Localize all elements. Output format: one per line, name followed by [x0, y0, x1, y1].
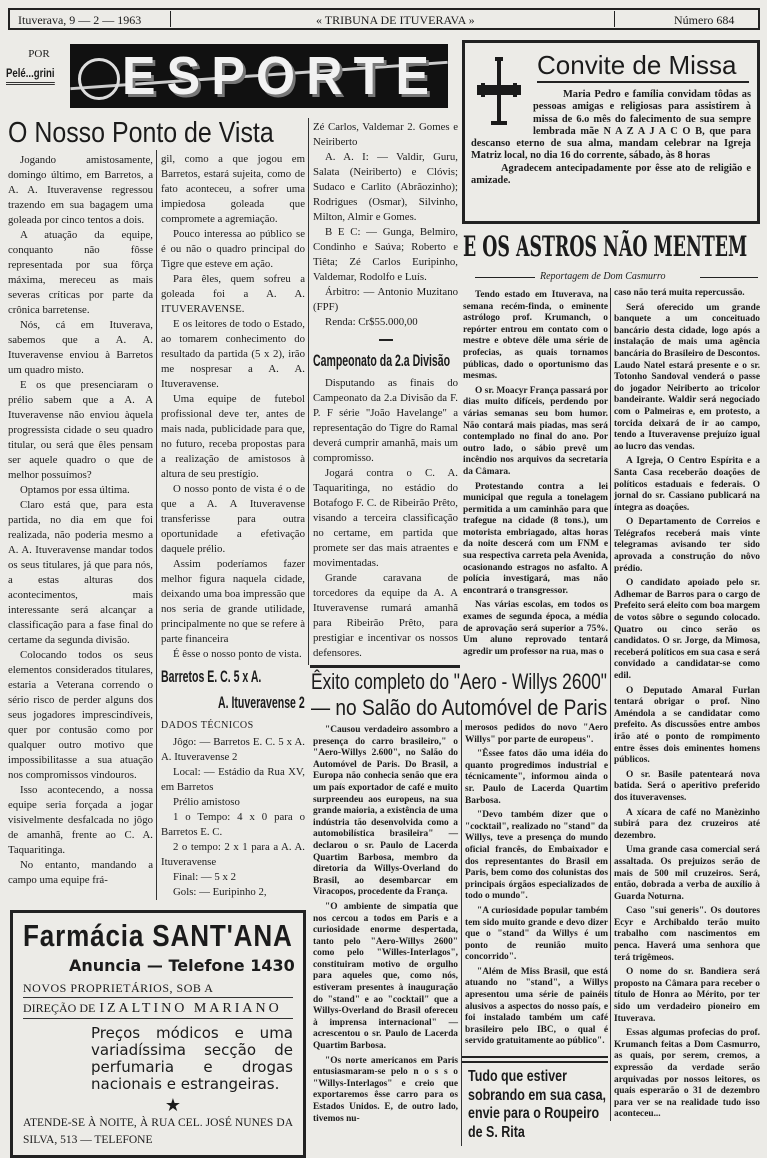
paragraph: "Êssee fatos dão uma idéia do quanto progredimos industrial e técnicamente", informou ainda o sr. Paulo de Lacerda Quartim Barbosa. — [465, 749, 608, 806]
paragraph: E os leitores de todo o Estado, ao tomarem conhecimento do resultado da partida (5 x 2), irão me nospresar a A. A. Ituveravense. — [161, 318, 305, 390]
subheading: A. Ituveravense 2 — [218, 693, 305, 712]
paragraph: Renda: Cr$55.000,00 — [325, 316, 418, 328]
paragraph: A xícara de café no Manèzinho subirá para dez cruzeiros até dezembro. — [614, 807, 760, 841]
paragraph: "A curiosidade popular também tem sido muito grande e devo dizer que o "stand" da Willys é um ponto de reunião muito concorrido". — [465, 905, 608, 963]
column-rule — [461, 720, 462, 1146]
newspaper-title: « TRIBUNA DE ITUVERAVA » — [316, 13, 475, 27]
paragraph: Assim poderíamos fazer melhor figura naquela cidade, deixando uma boa impressão que nos seria de grande utilidade, principalmente no que se refere à parte financeira — [161, 558, 305, 645]
column-rule — [308, 118, 309, 665]
paragraph: gil, como a que jogou em Barretos, estará sujeita, como de fato aconteceu, a sofrer uma impiedosa goleada que compromete a agremiação. — [161, 153, 305, 225]
byline-rule — [475, 277, 535, 278]
byline-rule — [700, 277, 758, 278]
pharmacy-ad — [10, 910, 306, 1158]
paragraph: Nas várias escolas, em todos os exames de segunda época, a média de aprovação será superior a 75%. Um aluno reprovado tentará agredir um professor na rua, mas o — [463, 600, 608, 657]
paragraph: Árbitro: — Antonio Muzitano (FPF) — [313, 286, 458, 313]
paragraph: Isso acontecendo, a nossa equipe seria forçada a jogar visivelmente desfalcada no jôgo de amanhã, frente ao C. A. Taquaritinga. — [8, 784, 153, 856]
owners-prefix: DIREÇÃO DE — [23, 1001, 96, 1015]
star-icon: ★ — [164, 1095, 182, 1115]
subheading: Barretos E. C. 5 x A. — [161, 667, 262, 686]
issue-number: Número 684 — [674, 13, 735, 27]
paragraph: O sr. Moacyr França passará por dias muito difíceis, perdendo por várias semanas seu bom humor. Não contará mais piadas, mas será contemplado no final do ano. Por outro lado, o sábio prevê um incêndio nos arquivos da secretaria da Câmara. — [463, 385, 608, 477]
paragraph: "Além de Miss Brasil, que está atuando no "stand", a Willys apresentou uma série de painéis alusivos a aspectos do nosso país, e foi instalado também um café brasileiro pelo IBC, o qual é servido gratuitamente ao público". — [465, 966, 608, 1047]
pharmacy-name-wrap — [23, 918, 293, 954]
paragraph: A Igreja, O Centro Espírita e a Santa Casa receberão doações de políticos estaduais e federais. O jornal do sr. Cassiano publicará na íntegra as doações. — [614, 456, 760, 513]
subheading: Campeonato da 2.a Divisão — [313, 351, 451, 370]
willys-column-1 — [313, 725, 458, 1125]
paragraph: Será oferecido um grande banquete a um conceituado bancário desta cidade, logo após a instalação de mais uma agência bancária do Brasileiro de Descontos. Laudo Natel estará presente e o sr. Totonho Sandoval venderá o passe do jogador Neiriberto ao tricolor bandeirante. Waldir será negociado com o Palmeiras e, em protesto, a torcida deixará de ir ao campo, tendo a Ituveravense prejuízo igual ao lucro das vendas. — [614, 302, 760, 452]
column-rule — [156, 150, 157, 900]
paragraph: E os que presenciaram o prélio sabem que a A. A Ituveravense não enviou àquela progressista cidade o seu quadro titular, ou será que êles pensam ser aquele quadro o que de melhor possuímos? — [8, 379, 153, 481]
pharmacy-phone: Anuncia — Telefone 1430 — [69, 956, 295, 975]
mass-title: Convite de Missa — [537, 50, 737, 80]
paragraph: Uma equipe de futebol profissional deve ter, antes de mais nada, publicidade para que, no futuro, receba propostas para a realização de amistosos à altura de seu prestígio. — [161, 393, 305, 480]
sports-banner — [70, 44, 448, 108]
pharmacy-owners-line-2 — [23, 998, 293, 1019]
paragraph: No entanto, mandando a campo uma equipe frá- — [8, 859, 153, 886]
roupeiro-ad: Tudo que estiver sobrando em sua casa, envie para o Roupeiro de S. Rita — [468, 1068, 607, 1141]
paragraph: "Causou verdadeiro assombro a presença do carro brasileiro," o "Aero-Willys 2.600", no Salão do Automóvel de Paris. Do Brasil, a Europa não conhecia senão que era um país exportador de café e muito surpreendeu aos europeus, na sua grande maioria, a existência de uma indústria tão desenvolvida como a automobilística brasileira" — declarou o sr. Paulo de Lacerda Quartim Barbosa, membro da diretoria da Willys-Overland do Brasil, ao desembarcar em Viracopos, procedente da França. — [313, 725, 458, 898]
paragraph: Jôgo: — Barretos E. C. 5 x A. A. Ituveravense 2 — [161, 736, 305, 763]
paragraph: Caso "sui generis". Os doutores Ecyr e Archibaldo terão muito trabalho com nascimentos em penca. Haverá uma senhora que terá trigêmeos. — [614, 906, 760, 963]
pharmacy-description: Preços módicos e uma variadíssima secção de perfumaria e drogas nacionais e estrangeiras. — [91, 1024, 293, 1093]
paragraph: Jogando amistosamente, domingo último, em Barretos, a A. A. Ituveravense regressou trazendo em sua bagagem uma goleada por cinco tentos a dois. — [8, 154, 153, 226]
paragraph: Tendo estado em Ituverava, na semana recém-finda, o eminente astrólogo prof. Krumanch, o repórter entrou em contato com o mestre e obteve dêle uma série de profecias, as quais tornamos públicas, dado o oportunismo das mesmas. — [463, 290, 608, 382]
paragraph: Disputando as finais do Campeonato da 2.a Divisão da F. P. F série "João Havelange" a representação do Tigre do Ramal deverá cumprir amanhã, mais um compromisso. — [313, 377, 458, 464]
section-label: DADOS TÉCNICOS — [161, 720, 254, 731]
issue-date: Ituverava, 9 — 2 — 1963 — [18, 13, 142, 27]
paragraph: Zé Carlos, Valdemar 2. Gomes e Neiriberto — [313, 121, 458, 148]
paragraph: Pouco interessa ao público se é ou não o quadro principal do Tigre que esteve em ação. — [161, 228, 305, 270]
paragraph: 1 o Tempo: 4 x 0 para o Barretos E. C. — [161, 811, 305, 838]
pharmacy-name: Farmácia SANT'ANA — [23, 918, 293, 953]
pharmacy-owners-line-1: NOVOS PROPRIETÁRIOS, SOB A — [23, 980, 293, 998]
paragraph: caso não terá muita repercussão. — [614, 288, 745, 298]
paragraph: O nome do sr. Bandiera será proposto na Câmara para receber o título de Honra ao Mérito, por ter sido um verdadeiro pioneiro em Ituverava. — [614, 967, 760, 1024]
paragraph: Gols: — Euripinho 2, — [173, 886, 267, 898]
paragraph: Prélio amistoso — [173, 796, 240, 808]
divider — [170, 11, 171, 27]
column-rule — [610, 288, 611, 1121]
banner-title: ESPORTE — [122, 46, 441, 106]
ad-rule — [462, 1056, 608, 1058]
paragraph: Grande caravana de torcedores da equipe da A. A Ituveravense rumará amanhã para Ribeirão Prêto, para prestigiar e incentivar os nossos defensores. — [313, 572, 458, 659]
column-author: Pelé...grini — [6, 66, 55, 85]
mass-body: Maria Pedro e família convidam tôdas as pessoas amigas e religiosas para assistirem à missa de 6.o mês do falecimento de sua sempre lembrada mãe N A Z A J A C O B, que para descanso eterno de sua alma, mandam celebrar na Igreja Matriz local, no dia 16 do corrente, sábado, às 8 horas — [471, 89, 751, 162]
paragraph: "O ambiente de simpatia que nos cercou a todos em Paris e a curiosidade enorme despertada, tanto pelo "Aero-Willys 2600" como pelo "Willes-Interlagos", constituiram motivo de orgulho para aqueles que, como nós, estiveram presentes à inauguração do "stand" e ao "cocktail" que a Willys-Overland do Brasil ofereceu à imprensa internacional" — acrescentou o sr. Paulo de Lacerda Quartim Barbosa. — [313, 901, 458, 1052]
separator-dash — [379, 339, 393, 341]
paragraph: A atuação da equipe, conquanto não fôsse representada por sua fôrça máxima, mereceu as mais severas críticas por parte da crônica barretense. — [8, 229, 153, 316]
paragraph: "Os norte americanos em Paris entusiasmaram-se pelo n o s s o "Willys-Interlagos" e creio que exportaremos êsse carro para os Estados Unidos. E, de outro lado, tivemos nu- — [313, 1055, 458, 1124]
paragraph: B E C: — Gunga, Belmiro, Condinho e Saúva; Roberto e Tiêta; Zé Carlos Euripinho, Valdemar, Rodolfo e Luís. — [313, 226, 458, 283]
paragraph: O Departamento de Correios e Telégrafos receberá mais vinte telegramas avisando ter sido aprovada a construção do nôvo prédio. — [614, 517, 760, 574]
paragraph: O Deputado Amaral Furlan tentará obrigar o prof. Nino Améndola a se candidatar como prefeito. As discussões entre ambos irão até o ponto de rompimento entre êsses dois eminentes homens públicos. — [614, 685, 760, 766]
ad-rule — [462, 1061, 608, 1063]
section-rule — [310, 665, 460, 668]
paragraph: O candidato apoiado pelo sr. Adhemar de Barros para o cargo de Prefeito será eleito com boa margem de votos sôbre o segundo colocado. Quatro ou cinco serão os candidatos. O sr. Jorge, da Mimosa, receberá políticos em sua casa e será convidado a candidatar-se como edil. — [614, 578, 760, 681]
sports-column-2 — [161, 152, 305, 900]
paragraph: Local: — Estádio da Rua XV, em Barretos — [161, 766, 305, 793]
willys-headline-line-2: — no Salão do Automóvel de Paris — [311, 695, 608, 720]
astros-column-2 — [614, 288, 760, 1121]
sports-column-3 — [313, 120, 458, 661]
paragraph: Nós, cá em Ituverava, sabemos que a A. A. Ituveravense enviou à Barretos um quadro misto. — [8, 319, 153, 376]
paragraph: 2 o tempo: 2 x 1 para a A. A. Ituveravense — [161, 841, 305, 868]
willys-headline-line-1: Êxito completo do "Aero - Willys 2600" — [311, 669, 607, 694]
paragraph: Uma grande casa comercial será assaltada. Os prejuizos serão de mais de 500 mil cruzeiros. Será, então, dobrada a verba de auxílio à Guarda Noturna. — [614, 845, 760, 902]
paragraph: Essas algumas profecias do prof. Krumanch feitas a Dom Casmurro, as quais, por serem, cremos, a expressão da verdade serão arquivadas por nossos leitores, os quais esperarão o 31 de dezembro para ver se na realidade tudo isso aconteceu... — [614, 1028, 760, 1120]
paragraph: Claro está que, para esta partida, no dia em que foi realizada, não poderia mesmo a A. A. Ituveravense mandar todos os seus titulares, já que para nós, a estas alturas dos acontecimentos, mais interessante será alcançar a classificação para a fase final do certame da segunda divisão. — [8, 499, 153, 646]
paragraph: merosos pedidos do novo "Aero Willys" por parte de europeus". — [465, 723, 608, 745]
mass-invitation-box — [462, 40, 760, 224]
mass-title-wrap — [537, 49, 749, 83]
willys-column-2 — [465, 723, 608, 1048]
paragraph: A. A. I: — Valdir, Guru, Salata (Neiriberto) e Clóvis; Sudaco e Carlito (Abrãozinho); Rodrigues (Osmar), Silvinho, Milton, Almir e Gomes. — [313, 151, 458, 223]
paragraph: Jogará contra o C. A. Taquaritinga, no estádio do Botafogo F. C. de Ribeirão Prêto, visando a terceira classificação no certame, em partida que promete ser das mais atraentes e movimentadas. — [313, 467, 458, 569]
paragraph: Para êles, quem sofreu a goleada foi a A. A. ITUVERAVENSE. — [161, 273, 305, 315]
astros-column-1 — [463, 290, 608, 658]
owner-name: IZALTINO MARIANO — [99, 1001, 282, 1016]
mass-thanks: Agradecem antecipadamente por êsse ato de religião e amizade. — [471, 162, 751, 187]
astros-byline: Reportagem de Dom Casmurro — [540, 271, 666, 282]
cross-icon — [475, 57, 523, 125]
paragraph: O sr. Basile patenteará nova batida. Será o aperitivo preferido dos ituveravenses. — [614, 769, 760, 803]
paragraph: Colocando todos os seus elementos considerados titulares, estaria a Veterana correndo o sério risco de perder alguns dos seus jogadores imprescindíveis, quer por contusão como por qualquer outro motivo que impossibilitasse a sua atuação nos compromissos vindouros. — [8, 649, 153, 781]
byline-label: POR — [28, 48, 50, 60]
paragraph: O nosso ponto de vista é o de que a A. A Ituveravense transferisse para outra oportunidade a efetivação daquele prélio. — [161, 483, 305, 555]
paragraph: "Devo também dizer que o "cocktail", realizado no "stand" da Willys, teve a presença do mundo oficial francês, do Embaixador e dos representantes do Brasil em Paris, bem como dos colunistas dos principais órgãos especializados de todo o mundo". — [465, 810, 608, 902]
sports-headline: O Nosso Ponto de Vista — [8, 117, 274, 149]
pharmacy-address: ATENDE-SE À NOITE, À RUA CEL. JOSÉ NUNES DA SILVA, 513 — TELEFONE — [23, 1117, 293, 1146]
football-icon — [78, 58, 120, 100]
masthead-bar — [8, 8, 760, 30]
paragraph: Protestando contra a lei municipal que regula a tonelagem permitida a um caminhão para que trafegue na cidade (8 tons.), um motorista embriagado, altas horas da noite descerá com um FNM e sua respectiva carreta pela Avenida, ocasionando estragos no asfalto. A polícia investigará, mas não encontrará o transgressor. — [463, 481, 608, 596]
paragraph: É êsse o nosso ponto de vista. — [173, 648, 302, 660]
sports-column-1 — [8, 153, 153, 888]
paragraph: Optamos por essa última. — [20, 484, 130, 496]
divider — [614, 11, 615, 27]
astros-headline: E OS ASTROS NÃO MENTEM — [463, 230, 748, 263]
paragraph: Final: — 5 x 2 — [173, 871, 236, 883]
